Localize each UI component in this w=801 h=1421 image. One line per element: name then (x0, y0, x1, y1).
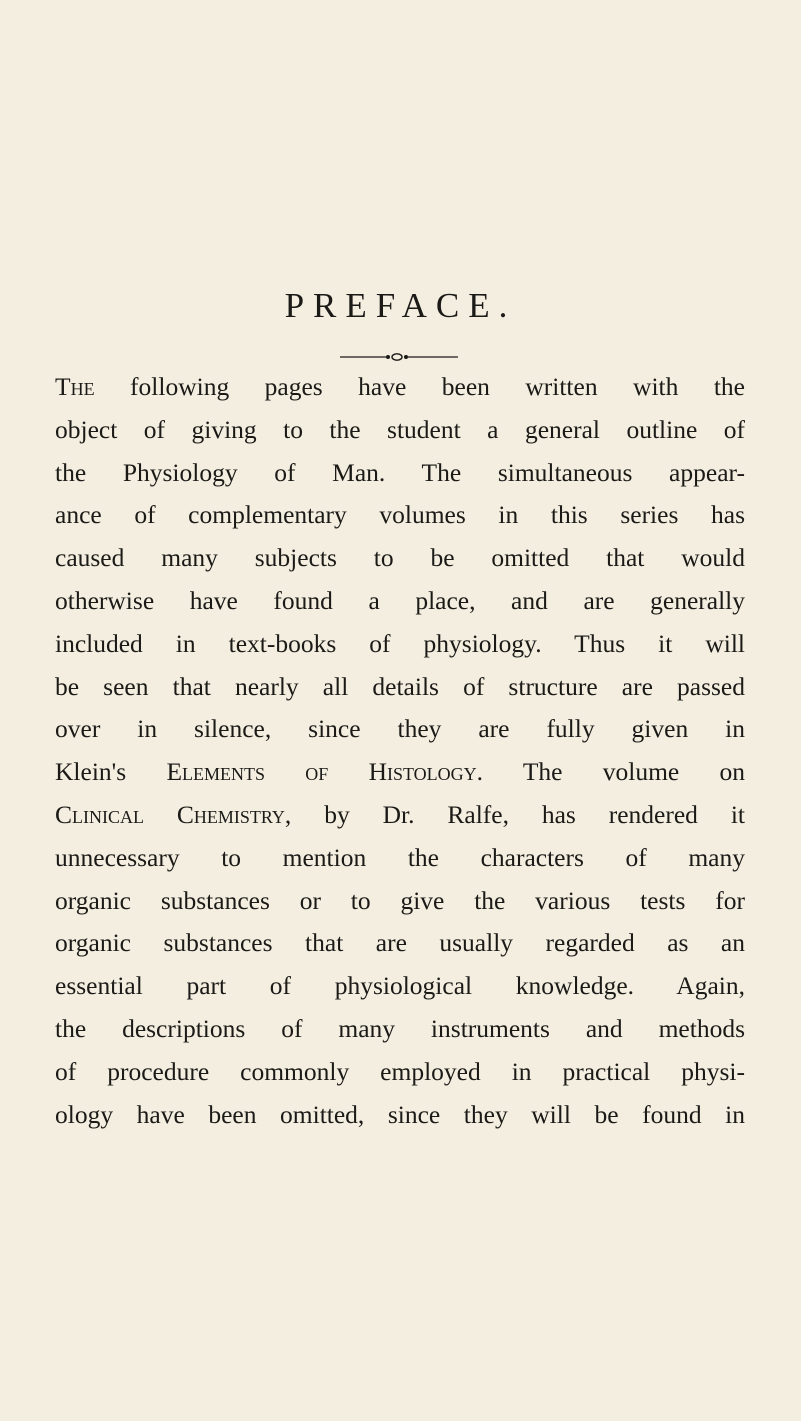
text-run: unnecessary to mention the characters of many (55, 842, 745, 872)
text-line (55, 580, 745, 623)
text-line (55, 708, 745, 751)
text-run: . The volume on (476, 757, 745, 787)
text-line (55, 666, 745, 709)
text-line (55, 1094, 745, 1137)
page-title: PREFACE. (284, 286, 517, 325)
preface-body (55, 366, 745, 1136)
small-caps-text: The (55, 372, 95, 401)
text-run: essential part of physiological knowledge. Again, (55, 971, 745, 1001)
text-run: , by Dr. Ralfe, has rendered it (284, 799, 745, 829)
text-line (55, 1008, 745, 1051)
text-run: caused many subjects to be omitted that would (55, 543, 745, 573)
small-caps-text: Clinical Chemistry (55, 799, 285, 829)
text-line (55, 452, 745, 495)
text-run: ology have been omitted, since they will be found in (55, 1099, 745, 1129)
text-run: be seen that nearly all details of structure are passed (55, 671, 745, 701)
text-run: included in text-books of physiology. Thus it will (55, 628, 745, 658)
text-line (55, 537, 745, 580)
text-line (55, 409, 745, 452)
text-run: over in silence, since they are fully given in (55, 714, 745, 744)
ornamental-rule-icon (340, 350, 460, 364)
text-line (55, 794, 745, 837)
text-line (55, 880, 745, 923)
text-line (55, 965, 745, 1008)
text-run: otherwise have found a place, and are generally (55, 585, 745, 615)
text-run: following pages have been written with the (94, 372, 745, 401)
text-run: ance of complementary volumes in this series has (55, 500, 745, 530)
text-run: organic substances that are usually regarded as an (55, 928, 745, 958)
text-line (55, 366, 745, 409)
text-run: object of giving to the student a general outline of (55, 414, 745, 444)
text-line (55, 837, 745, 880)
text-run: of procedure commonly employed in practical physi- (55, 1056, 745, 1086)
text-run: Klein's (55, 757, 167, 787)
text-line (55, 922, 745, 965)
text-run: the descriptions of many instruments and methods (55, 1013, 745, 1043)
text-line (55, 1051, 745, 1094)
text-run: organic substances or to give the various tests for (55, 885, 745, 915)
text-line (55, 494, 745, 537)
text-run: the Physiology of Man. The simultaneous appear- (55, 457, 745, 487)
small-caps-text: Elements of Histology (166, 757, 477, 787)
text-line (55, 623, 745, 666)
text-line (55, 751, 745, 794)
